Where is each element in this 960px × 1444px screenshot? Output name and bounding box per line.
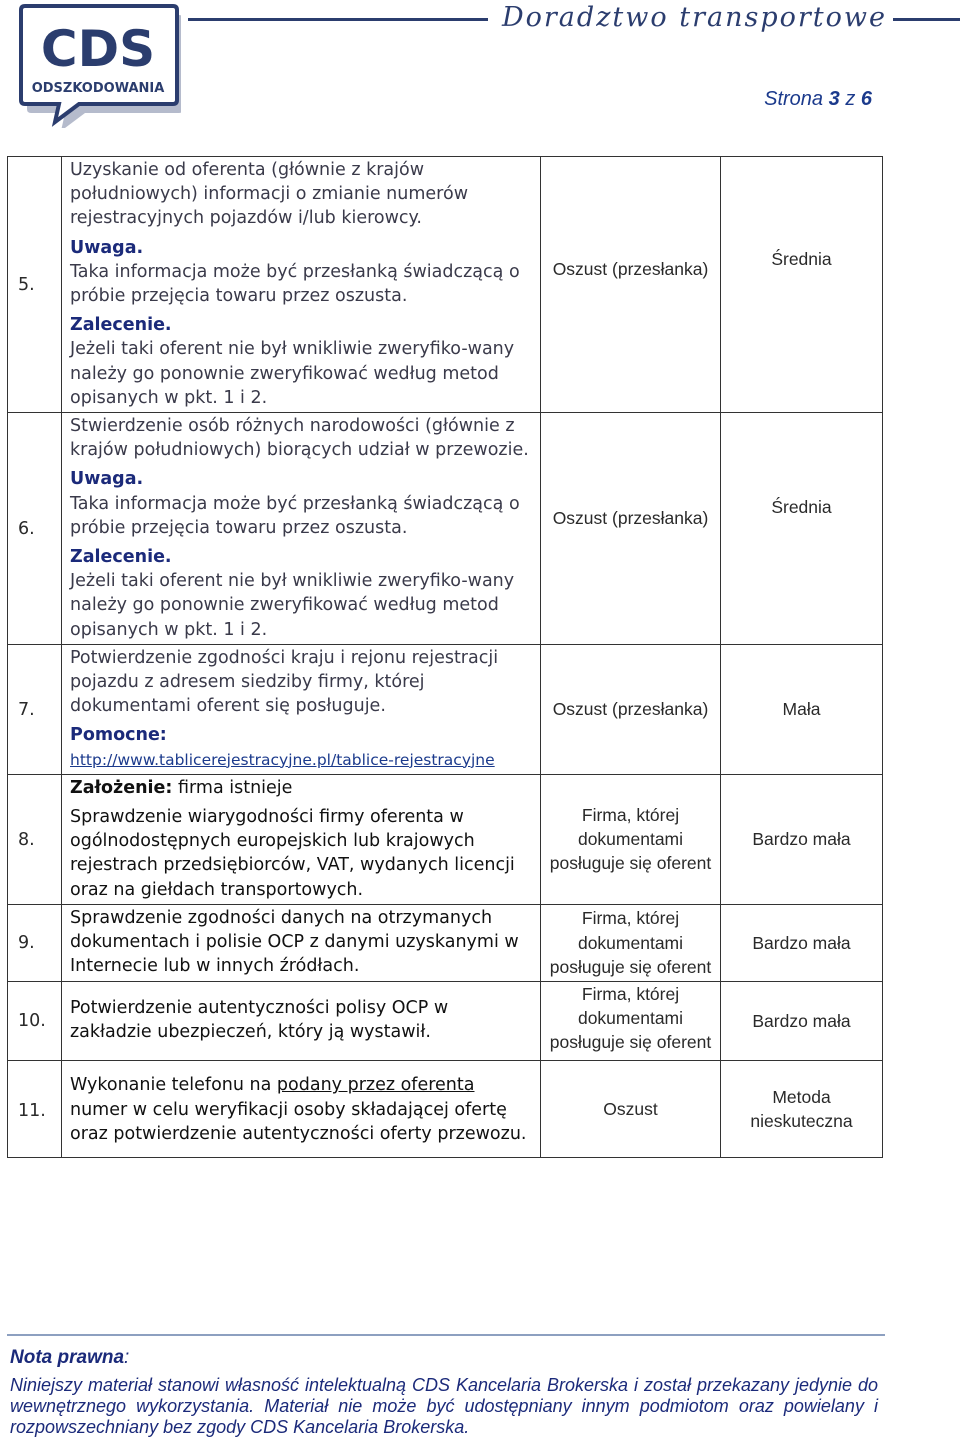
row-who: Firma, której dokumentami posługuje się oferent: [541, 774, 721, 904]
row-number: 6.: [8, 413, 62, 645]
row-who: Oszust (przesłanka): [541, 644, 721, 774]
footer-rule: [7, 1334, 885, 1336]
header-rule-right: [893, 18, 960, 21]
note-label: Uwaga.: [70, 237, 144, 258]
table-row: [8, 157, 883, 413]
header-title: Doradztwo transportowe: [502, 2, 887, 33]
header-rule-left: [188, 18, 488, 21]
table-row: [8, 981, 883, 1061]
row-probability: Metoda nieskuteczna: [721, 1061, 883, 1158]
assumption-label: Założenie:: [70, 777, 173, 798]
recommendation-label: Zalecenie.: [70, 547, 172, 568]
table-row: [8, 1061, 883, 1158]
table-row: [8, 413, 883, 645]
row-description: Stwierdzenie osób różnych narodowości (głównie z krajów południowych) biorących udział w przewozie. Uwaga. Taka informacja może być przesłanką świadczącą o próbie przejęcia towaru przez oszusta. Zalecenie. Jeżeli taki oferent nie był wnikliwie zweryfiko-wany należy go ponownie zweryfikować według metod opisanych w pkt. 1 i 2.: [62, 413, 541, 645]
logo-sub-text: ODSZKODOWANIA: [31, 81, 165, 96]
row-number: 11.: [8, 1061, 62, 1158]
row-description: Potwierdzenie autentyczności polisy OCP w zakładzie ubezpieczeń, który ją wystawił.: [62, 981, 541, 1061]
row-probability: Średnia: [721, 413, 883, 645]
legal-note-text: Niniejszy materiał stanowi własność intelektualną CDS Kancelaria Brokerska i został przekazany jedynie do wewnętrznego wykorzystania. Materiał nie może być udostępniany innym podmiotom oraz powielany i rozpowszechniany bez zgody CDS Kancelaria Brokerska.: [10, 1375, 878, 1437]
row-who: Oszust (przesłanka): [541, 157, 721, 413]
legal-note-title: Nota prawna:: [10, 1347, 130, 1368]
helpful-label: Pomocne:: [70, 725, 167, 746]
table-row: [8, 774, 883, 904]
row-probability: Bardzo mała: [721, 774, 883, 904]
row-who: Oszust (przesłanka): [541, 413, 721, 645]
row-description: Potwierdzenie zgodności kraju i rejonu rejestracji pojazdu z adresem siedziby firmy, której dokumentami oferent się posługuje. Pomocne: http://www.tablicerejestracyjne.pl/tablice-rejestracyjne: [62, 644, 541, 774]
logo-main-text: CDS: [40, 20, 156, 78]
recommendation-label: Zalecenie.: [70, 315, 172, 336]
registry-link[interactable]: http://www.tablicerejestracyjne.pl/tablice-rejestracyjne: [70, 750, 495, 769]
row-who: Firma, której dokumentami posługuje się oferent: [541, 904, 721, 981]
row-probability: Średnia: [721, 157, 883, 413]
row-number: 9.: [8, 904, 62, 981]
row-probability: Bardzo mała: [721, 904, 883, 981]
page-number: Strona 3 z 6: [764, 88, 872, 110]
row-who: Firma, której dokumentami posługuje się oferent: [541, 981, 721, 1061]
row-number: 10.: [8, 981, 62, 1061]
row-description: Założenie: firma istnieje Sprawdzenie wiarygodności firmy oferenta w ogólnodostępnych europejskich lub krajowych rejestrach przedsiębiorców, VAT, wydanych licencji oraz na giełdach transportowych.: [62, 774, 541, 904]
row-description: Sprawdzenie zgodności danych na otrzymanych dokumentach i polisie OCP z danymi uzyskanymi w Internecie lub w innych źródłach.: [62, 904, 541, 981]
row-number: 8.: [8, 774, 62, 904]
cds-logo: [11, 4, 181, 128]
verification-table: [7, 156, 883, 1158]
row-description: Wykonanie telefonu na podany przez oferenta numer w celu weryfikacji osoby składającej ofertę oraz potwierdzenie autentyczności oferty przewozu.: [62, 1061, 541, 1158]
row-description: Uzyskanie od oferenta (głównie z krajów południowych) informacji o zmianie numerów rejestracyjnych pojazdów i/lub kierowcy. Uwaga. Taka informacja może być przesłanką świadczącą o próbie przejęcia towaru przez oszusta. Zalecenie. Jeżeli taki oferent nie był wnikliwie zweryfiko-wany należy go ponownie zweryfikować według metod opisanych w pkt. 1 i 2.: [62, 157, 541, 413]
row-number: 7.: [8, 644, 62, 774]
note-label: Uwaga.: [70, 469, 144, 490]
row-who: Oszust: [541, 1061, 721, 1158]
table-row: [8, 904, 883, 981]
row-probability: Bardzo mała: [721, 981, 883, 1061]
row-number: 5.: [8, 157, 62, 413]
table-row: [8, 644, 883, 774]
row-probability: Mała: [721, 644, 883, 774]
